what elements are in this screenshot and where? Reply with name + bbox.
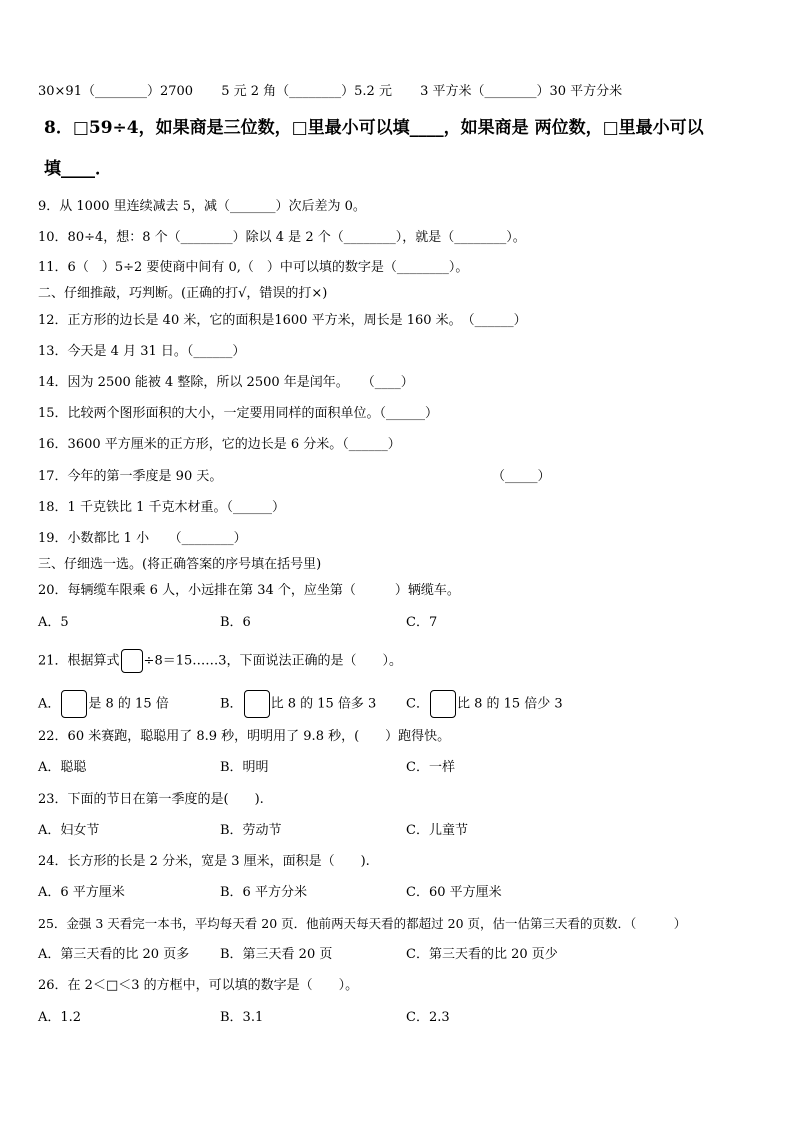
q15: 15．比较两个图形面积的大小，一定要用同样的面积单位。（______） bbox=[38, 406, 439, 421]
section-3-heading: 三、仔细选一选。(将正确答案的序号填在括号里) bbox=[38, 557, 322, 572]
q23-option-c: C．儿童节 bbox=[406, 823, 468, 838]
q7-item-b: 5 元 2 角（________）5.2 元 bbox=[221, 84, 392, 99]
q21-option-c-label: C． bbox=[406, 696, 429, 712]
q7-row bbox=[38, 83, 622, 101]
q24-option-b: B．6 平方分米 bbox=[220, 885, 307, 900]
q24-option-a: A．6 平方厘米 bbox=[38, 885, 125, 900]
q17 bbox=[38, 468, 222, 486]
q25-option-c: C．第三天看的比 20 页少 bbox=[406, 947, 558, 962]
section-2-heading: 二、仔细推敲，巧判断。(正确的打√，错误的打×) bbox=[38, 286, 328, 301]
q20-stem: 20．每辆缆车限乘 6 人，小远排在第 34 个，应坐第（ ）辆缆车。 bbox=[38, 583, 460, 598]
q13: 13．今天是 4 月 31 日。（______） bbox=[38, 344, 246, 359]
q23-option-b: B．劳动节 bbox=[220, 823, 282, 838]
q21-option-a-box bbox=[61, 690, 87, 718]
q26-option-a: A．1.2 bbox=[38, 1010, 82, 1025]
q21-option-b-text: 比 8 的 15 倍多 3 bbox=[270, 696, 377, 712]
q24-option-c: C．60 平方厘米 bbox=[406, 885, 502, 900]
q7-item-c: 3 平方米（________）30 平方分米 bbox=[420, 84, 623, 99]
q26-stem: 26．在 2＜□＜3 的方框中，可以填的数字是（ ）。 bbox=[38, 978, 359, 993]
q24-stem: 24．长方形的长是 2 分米，宽是 3 厘米，面积是（ ). bbox=[38, 854, 370, 869]
q7-item-a: 30×91（________）2700 bbox=[38, 84, 194, 99]
q18: 18．1 千克铁比 1 千克木材重。（______） bbox=[38, 500, 285, 515]
q21-option-c bbox=[406, 690, 563, 718]
q21-option-b-label: B． bbox=[220, 696, 243, 712]
q22-stem: 22．60 米赛跑，聪聪用了 8.9 秒，明明用了 9.8 秒，( ）跑得快。 bbox=[38, 729, 451, 744]
q21-option-a-text: 是 8 的 15 倍 bbox=[88, 696, 169, 712]
q21-stem bbox=[38, 649, 402, 673]
q22-option-b: B．明明 bbox=[220, 760, 269, 775]
q25-option-b: B．第三天看 20 页 bbox=[220, 947, 333, 962]
q21-option-b bbox=[220, 690, 376, 718]
q12: 12．正方形的边长是 40 米，它的面积是1600 平方米，周长是 160 米。 （______） bbox=[38, 313, 527, 328]
q21-option-c-box bbox=[430, 690, 456, 718]
q22-option-c: C．一样 bbox=[406, 760, 455, 775]
q21-option-a-label: A． bbox=[38, 696, 61, 712]
q8-line2: 填____． bbox=[44, 159, 112, 179]
q21-option-a bbox=[38, 690, 169, 718]
q21-stem-b: ÷8＝15……3，下面说法正确的是（ ）。 bbox=[143, 653, 403, 669]
q23-option-a: A．妇女节 bbox=[38, 823, 100, 838]
q9: 9．从 1000 里连续减去 5，减（_______）次后差为 0。 bbox=[38, 199, 366, 214]
q17-text: 17．今年的第一季度是 90 天。 bbox=[38, 469, 223, 484]
q11: 11．6（ ）5÷2 要使商中间有 0,（ ）中可以填的数字是（________）。 bbox=[38, 260, 469, 275]
q21-stem-a: 21．根据算式 bbox=[38, 653, 120, 669]
q16: 16．3600 平方厘米的正方形，它的边长是 6 分米。（______） bbox=[38, 437, 401, 452]
q17-blank: （_____） bbox=[492, 469, 551, 484]
q26-option-b: B．3.1 bbox=[220, 1010, 264, 1025]
q20-option-c: C．7 bbox=[406, 615, 438, 630]
q21-blank-box bbox=[121, 649, 143, 673]
q8-line1: 8．□59÷4，如果商是三位数，□里最小可以填____，如果商是 两位数，□里最小可以 bbox=[44, 118, 704, 138]
q10: 10．80÷4，想：8 个（________）除以 4 是 2 个（________），就是（________）。 bbox=[38, 230, 526, 245]
q23-stem: 23．下面的节日在第一季度的是( ). bbox=[38, 792, 264, 807]
q20-option-a: A．5 bbox=[38, 615, 69, 630]
q25-option-a: A．第三天看的比 20 页多 bbox=[38, 947, 190, 962]
q21-option-c-text: 比 8 的 15 倍少 3 bbox=[456, 696, 563, 712]
q14: 14．因为 2500 能被 4 整除，所以 2500 年是闰年。 （____） bbox=[38, 375, 414, 390]
q22-option-a: A．聪聪 bbox=[38, 760, 87, 775]
q26-option-c: C．2.3 bbox=[406, 1010, 450, 1025]
q25-stem: 25．金强 3 天看完一本书，平均每天看 20 页．他前两天每天看的都超过 20 页，估一估第三天看的页数．（ ） bbox=[38, 916, 687, 931]
q21-option-b-box bbox=[244, 690, 270, 718]
q19: 19．小数都比 1 小 （________） bbox=[38, 531, 247, 546]
q20-option-b: B．6 bbox=[220, 615, 251, 630]
